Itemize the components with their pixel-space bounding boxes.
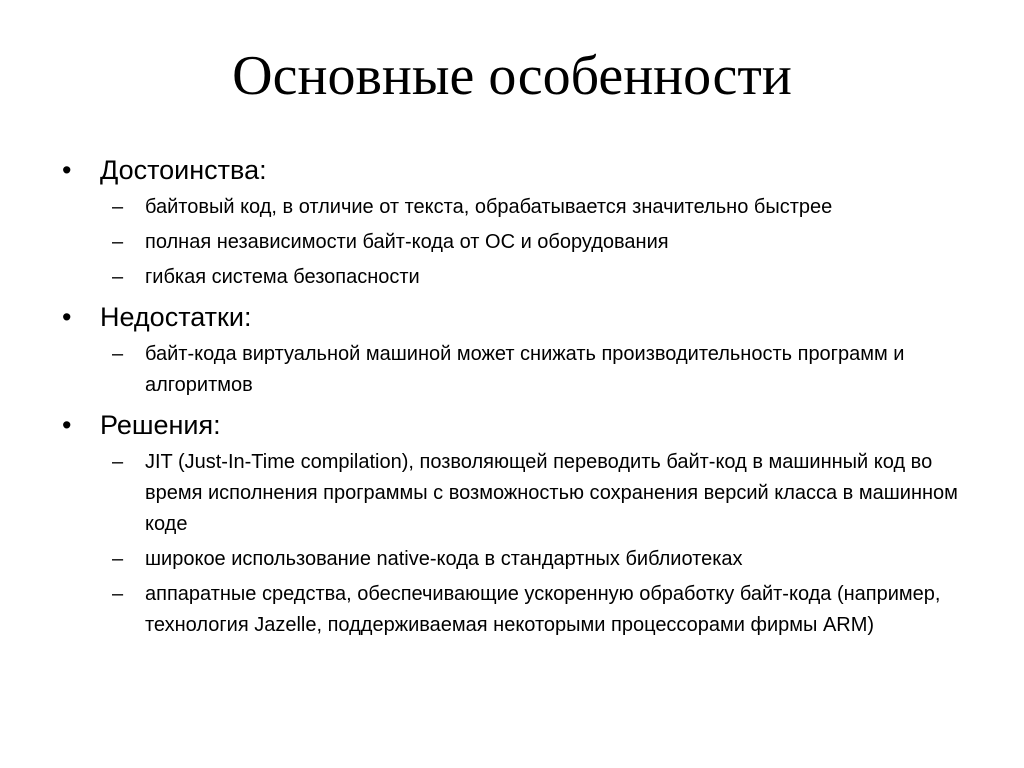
slide-content [62,146,962,645]
dash-icon: – [112,266,124,288]
section-heading [62,407,962,443]
dash-icon: – [112,343,124,365]
list-item-text: гибкая система безопасности [145,266,420,288]
section-heading-text: Достоинства: [100,155,267,185]
list-item [62,339,962,401]
list-item [62,262,962,293]
list-item [62,447,962,540]
dash-icon: – [112,196,124,218]
list-item-text: байт-кода виртуальной машиной может снижать производительность программ и алгоритмов [145,343,905,396]
section-advantages [62,152,962,293]
bullet-icon: • [62,302,72,332]
list-item-text: широкое использование native-кода в стандартных библиотеках [145,548,743,570]
slide-title: Основные особенности [232,45,792,107]
list-item [62,192,962,223]
list-item-text: полная независимости байт-кода от ОС и оборудования [145,231,669,253]
dash-icon: – [112,451,124,473]
dash-icon: – [112,583,124,605]
dash-icon: – [112,231,124,253]
list-item [62,544,962,575]
sub-list [62,192,962,293]
dash-icon: – [112,548,124,570]
list-item-text: байтовый код, в отличие от текста, обрабатывается значительно быстрее [145,196,833,218]
list-item-text: аппаратные средства, обеспечивающие ускоренную обработку байт-кода (например, технология Jazelle, поддерживаемая некоторыми процессорами фирмы ARM) [145,583,941,636]
list-item-text: JIT (Just-In-Time compilation), позволяющей переводить байт-код в машинный код во время исполнения программы с возможностью сохранения версий класса в машинном коде [145,451,958,535]
section-heading [62,152,962,188]
list-item [62,579,962,641]
section-disadvantages [62,299,962,401]
list-item [62,227,962,258]
bullet-icon: • [62,410,72,440]
section-heading-text: Решения: [100,410,221,440]
section-heading-text: Недостатки: [100,302,252,332]
bullet-icon: • [62,155,72,185]
section-solutions [62,407,962,641]
section-heading [62,299,962,335]
sub-list [62,339,962,401]
sub-list [62,447,962,641]
